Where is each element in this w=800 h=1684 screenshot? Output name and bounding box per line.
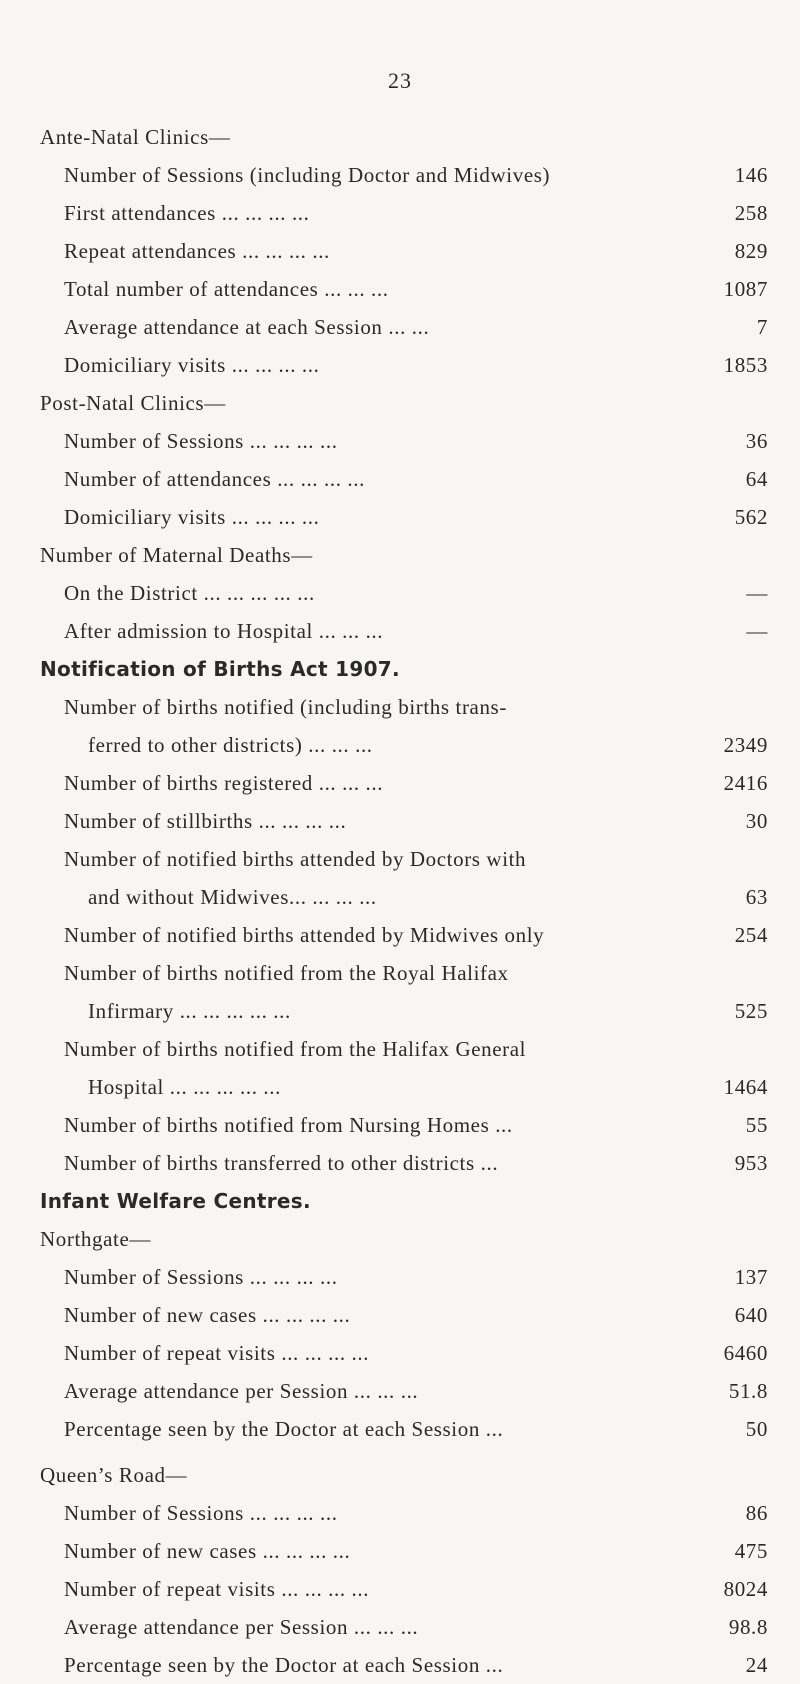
row-value: 1464: [723, 1075, 768, 1099]
row-label-line1: Number of births notified (including births trans-: [64, 695, 507, 719]
row-label: Repeat attendances ... ... ... ...: [64, 239, 330, 263]
table-row: [40, 1106, 768, 1144]
row-label: Number of repeat visits ... ... ... ...: [64, 1577, 370, 1601]
maternal-deaths-heading: Number of Maternal Deaths—: [40, 543, 313, 567]
row-label-line2-wrap: [64, 878, 768, 916]
ante-natal-list: [40, 156, 768, 384]
row-label: After admission to Hospital ... ... ...: [64, 619, 384, 643]
northgate-list: [40, 1258, 768, 1448]
row-label-line2-wrap: [64, 1068, 768, 1106]
row-label: Percentage seen by the Doctor at each Session ...: [64, 1653, 504, 1677]
row-label: Number of Sessions ... ... ... ...: [64, 429, 338, 453]
row-value: 1853: [723, 353, 768, 377]
table-row: [40, 764, 768, 802]
row-value: 829: [734, 239, 768, 263]
row-value: —: [746, 619, 768, 643]
row-label-line1: Number of notified births attended by Doctors with: [64, 847, 527, 871]
row-value: 953: [734, 1151, 768, 1175]
row-label: Number of stillbirths ... ... ... ...: [64, 809, 347, 833]
row-value: 137: [734, 1265, 768, 1289]
row-label: First attendances ... ... ... ...: [64, 201, 310, 225]
row-label-line2-wrap: [64, 726, 768, 764]
row-value: 254: [734, 923, 768, 947]
row-value: 51.8: [728, 1379, 768, 1403]
row-label: Number of repeat visits ... ... ... ...: [64, 1341, 370, 1365]
table-row: [40, 840, 768, 916]
row-value: 86: [745, 1501, 768, 1525]
row-value: 640: [734, 1303, 768, 1327]
table-row: [40, 346, 768, 384]
document-body: [40, 118, 768, 1684]
table-row: [40, 1410, 768, 1448]
post-natal-list: [40, 422, 768, 536]
table-row: [40, 1646, 768, 1684]
table-row: [40, 422, 768, 460]
table-row: [40, 1532, 768, 1570]
table-row: [40, 1494, 768, 1532]
row-label: Number of Sessions ... ... ... ...: [64, 1265, 338, 1289]
table-row: [40, 916, 768, 954]
row-value: 2416: [723, 771, 768, 795]
maternal-deaths-list: [40, 574, 768, 650]
table-row: [40, 1570, 768, 1608]
row-value: 1087: [723, 277, 768, 301]
row-value: 6460: [723, 1341, 768, 1365]
row-label: Percentage seen by the Doctor at each Session ...: [64, 1417, 504, 1441]
row-value: 2349: [723, 733, 768, 757]
row-value: 24: [745, 1653, 768, 1677]
table-row: [40, 308, 768, 346]
row-label-line2: Infirmary ... ... ... ... ...: [88, 999, 291, 1023]
row-label: Domiciliary visits ... ... ... ...: [64, 505, 320, 529]
row-label-line2: ferred to other districts) ... ... ...: [88, 733, 373, 757]
table-row: [40, 270, 768, 308]
row-label: Total number of attendances ... ... ...: [64, 277, 389, 301]
northgate-heading: Northgate—: [40, 1227, 151, 1251]
table-row: [40, 460, 768, 498]
table-row: [40, 194, 768, 232]
table-row: [40, 954, 768, 1030]
row-value: 475: [734, 1539, 768, 1563]
row-label-line2: and without Midwives... ... ... ...: [88, 885, 377, 909]
table-row: [40, 1372, 768, 1410]
row-label-line2: Hospital ... ... ... ... ...: [88, 1075, 281, 1099]
page-number: 23: [388, 68, 412, 93]
row-value: 30: [745, 809, 768, 833]
row-label: Number of births notified from Nursing Homes ...: [64, 1113, 513, 1137]
table-row: [40, 498, 768, 536]
table-row: [40, 1608, 768, 1646]
row-label: Number of Sessions (including Doctor and Midwives): [64, 163, 551, 187]
infant-welfare-section-title: Infant Welfare Centres.: [40, 1189, 311, 1213]
row-label: Number of new cases ... ... ... ...: [64, 1303, 351, 1327]
post-natal-heading: Post-Natal Clinics—: [40, 391, 226, 415]
queens-road-list: [40, 1494, 768, 1684]
row-value: —: [746, 581, 768, 605]
table-row: [40, 574, 768, 612]
table-row: [40, 156, 768, 194]
table-row: [40, 1258, 768, 1296]
row-label: Number of Sessions ... ... ... ...: [64, 1501, 338, 1525]
row-value: 562: [734, 505, 768, 529]
row-value: 50: [745, 1417, 768, 1441]
row-value: 258: [734, 201, 768, 225]
row-label: Number of attendances ... ... ... ...: [64, 467, 365, 491]
row-value: 7: [756, 315, 768, 339]
row-label: Average attendance per Session ... ... ...: [64, 1615, 419, 1639]
row-value: 63: [745, 885, 768, 909]
row-label: Domiciliary visits ... ... ... ...: [64, 353, 320, 377]
row-value: 146: [734, 163, 768, 187]
row-label: Number of births transferred to other districts ...: [64, 1151, 499, 1175]
row-label: On the District ... ... ... ... ...: [64, 581, 315, 605]
table-row: [40, 802, 768, 840]
table-row: [40, 1030, 768, 1106]
table-row: [40, 232, 768, 270]
row-label: Number of notified births attended by Midwives only: [64, 923, 545, 947]
row-label: Average attendance per Session ... ... ...: [64, 1379, 419, 1403]
row-label-line2-wrap: [64, 992, 768, 1030]
row-label-line1: Number of births notified from the Halifax General: [64, 1037, 527, 1061]
row-value: 55: [745, 1113, 768, 1137]
row-label: Average attendance at each Session ... ...: [64, 315, 430, 339]
row-label: Number of new cases ... ... ... ...: [64, 1539, 351, 1563]
table-row: [40, 1296, 768, 1334]
row-value: 36: [745, 429, 768, 453]
notification-section-title: Notification of Births Act 1907.: [40, 657, 400, 681]
row-value: 525: [734, 999, 768, 1023]
row-label-line1: Number of births notified from the Royal Halifax: [64, 961, 509, 985]
table-row: [40, 688, 768, 764]
table-row: [40, 612, 768, 650]
row-value: 8024: [723, 1577, 768, 1601]
row-value: 98.8: [728, 1615, 768, 1639]
row-label: Number of births registered ... ... ...: [64, 771, 384, 795]
spacer: [40, 1448, 768, 1456]
ante-natal-heading: Ante-Natal Clinics—: [40, 125, 231, 149]
table-row: [40, 1144, 768, 1182]
queens-road-heading: Queen’s Road—: [40, 1463, 188, 1487]
table-row: [40, 1334, 768, 1372]
row-value: 64: [745, 467, 768, 491]
